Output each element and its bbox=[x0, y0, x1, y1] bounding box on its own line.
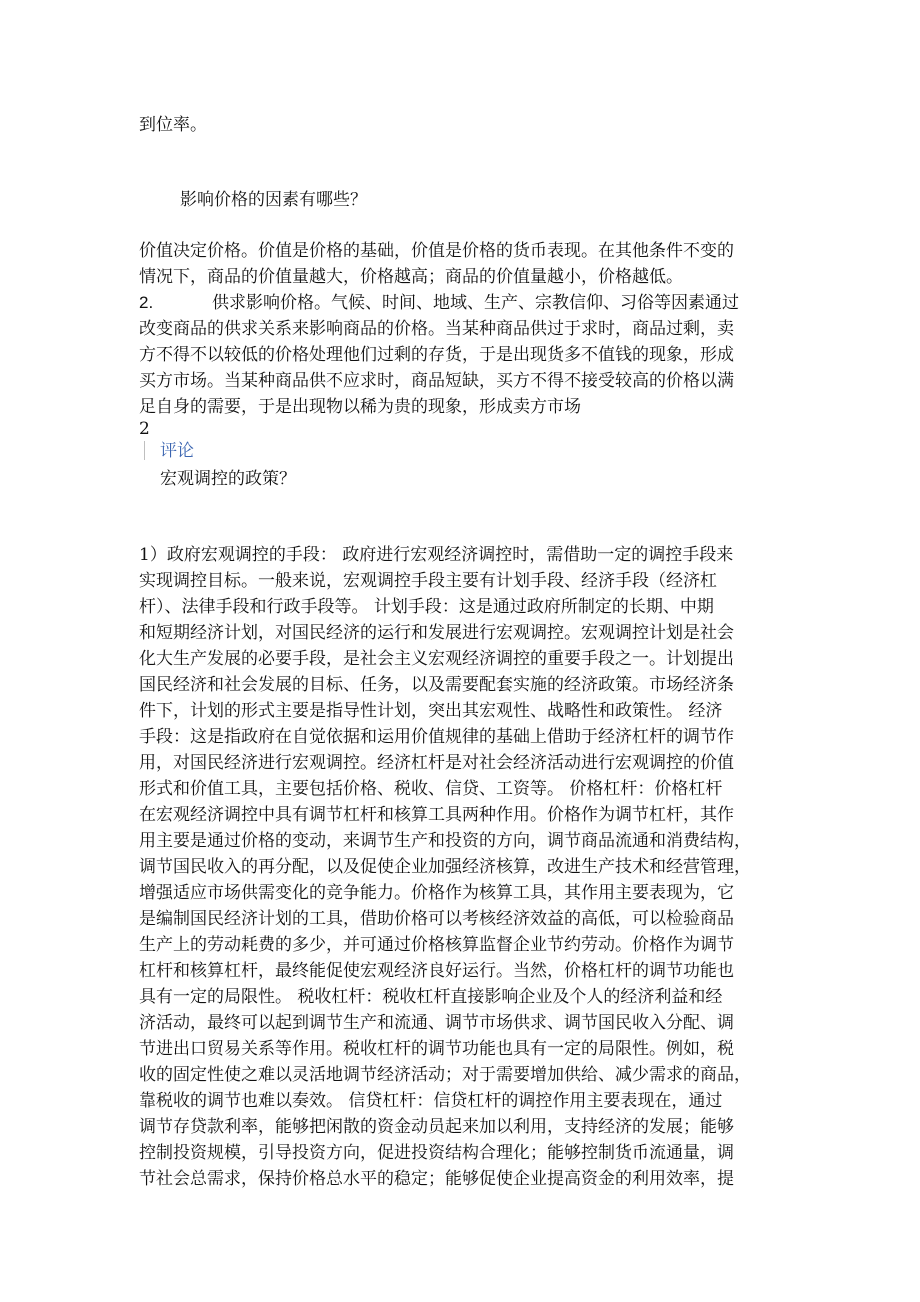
answer2-line: 节进出口贸易关系等作用。税收杠杆的调节功能也具有一定的局限性。例如，税 bbox=[139, 1039, 734, 1059]
answer2-line: 控制投资规模，引导投资方向，促进投资结构合理化；能够控制货币流通量，调 bbox=[139, 1143, 734, 1163]
item2-line: 足自身的需要，于是出现物以稀为贵的现象，形成卖方市场 bbox=[139, 397, 581, 417]
comment-count: 2 bbox=[139, 419, 150, 439]
answer2-line: 国民经济和社会发展的目标、任务，以及需要配套实施的经济政策。市场经济条 bbox=[139, 675, 734, 695]
intro-tail-text: 到位率。 bbox=[139, 115, 207, 135]
item2-line: 方不得不以较低的价格处理他们过剩的存货，于是出现货多不值钱的现象，形成 bbox=[139, 345, 734, 365]
answer2-line: 调节国民收入的再分配，以及促使企业加强经济核算，改进生产技术和经营管理， bbox=[139, 857, 751, 877]
item2-line: 买方市场。当某种商品供不应求时，商品短缺，买方不得不接受较高的价格以满 bbox=[139, 371, 734, 391]
question-heading-1: 影响价格的因素有哪些？ bbox=[180, 190, 367, 210]
comment-link[interactable]: 评论 bbox=[160, 441, 194, 461]
answer2-line: 调节存贷款利率，能够把闲散的资金动员起来加以利用，支持经济的发展；能够 bbox=[139, 1117, 734, 1137]
comment-divider bbox=[144, 441, 145, 460]
answer2-line: 件下，计划的形式主要是指导性计划，突出其宏观性、战略性和政策性。 经济 bbox=[139, 701, 723, 721]
answer2-line: 形式和价值工具，主要包括价格、税收、信贷、工资等。 价格杠杆：价格杠杆 bbox=[139, 779, 723, 799]
question-heading-2: 宏观调控的政策？ bbox=[160, 469, 296, 489]
answer2-line: 收的固定性使之难以灵活地调节经济活动；对于需要增加供给、减少需求的商品， bbox=[139, 1065, 751, 1085]
answer2-line: 在宏观经济调控中具有调节杠杆和核算工具两种作用。价格作为调节杠杆，其作 bbox=[139, 805, 734, 825]
answer2-line: 实现调控目标。一般来说，宏观调控手段主要有计划手段、经济手段（经济杠 bbox=[139, 571, 717, 591]
answer1-line: 价值决定价格。价值是价格的基础，价值是价格的货币表现。在其他条件不变的 bbox=[139, 241, 734, 261]
answer1-line: 情况下，商品的价值量越大，价格越高；商品的价值量越小，价格越低。 bbox=[139, 267, 683, 287]
answer2-line: 杠杆和核算杠杆，最终能促使宏观经济良好运行。当然，价格杠杆的调节功能也 bbox=[139, 961, 734, 981]
answer2-line: 节社会总需求，保持价格总水平的稳定；能够促使企业提高资金的利用效率，提 bbox=[139, 1169, 734, 1189]
answer2-line: 济活动，最终可以起到调节生产和流通、调节市场供求、调节国民收入分配、调 bbox=[139, 1013, 734, 1033]
answer2-line: 手段：这是指政府在自觉依据和运用价值规律的基础上借助于经济杠杆的调节作 bbox=[139, 727, 734, 747]
answer2-line: 增强适应市场供需变化的竞争能力。价格作为核算工具，其作用主要表现为，它 bbox=[139, 883, 734, 903]
answer2-line: 1）政府宏观调控的手段： 政府进行宏观经济调控时，需借助一定的调控手段来 bbox=[139, 545, 734, 565]
answer2-line: 杆）、法律手段和行政手段等。 计划手段：这是通过政府所制定的长期、中期 bbox=[139, 597, 714, 617]
answer2-line: 是编制国民经济计划的工具，借助价格可以考核经济效益的高低，可以检验商品 bbox=[139, 909, 734, 929]
answer2-line: 具有一定的局限性。 税收杠杆：税收杠杆直接影响企业及个人的经济利益和经 bbox=[139, 987, 723, 1007]
answer2-line: 和短期经济计划，对国民经济的运行和发展进行宏观调控。宏观调控计划是社会 bbox=[139, 623, 734, 643]
item2-line: 改变商品的供求关系来影响商品的价格。当某种商品供过于求时，商品过剩，卖 bbox=[139, 319, 734, 339]
item-number: 2. bbox=[139, 293, 154, 312]
answer2-line: 生产上的劳动耗费的多少，并可通过价格核算监督企业节约劳动。价格作为调节 bbox=[139, 935, 734, 955]
answer2-line: 靠税收的调节也难以奏效。 信贷杠杆：信贷杠杆的调控作用主要表现在，通过 bbox=[139, 1091, 723, 1111]
answer2-line: 用主要是通过价格的变动，来调节生产和投资的方向，调节商品流通和消费结构， bbox=[139, 831, 751, 851]
item2-line: 供求影响价格。气候、时间、地域、生产、宗教信仰、习俗等因素通过 bbox=[212, 293, 739, 313]
answer2-line: 化大生产发展的必要手段，是社会主义宏观经济调控的重要手段之一。计划提出 bbox=[139, 649, 734, 669]
answer2-line: 用，对国民经济进行宏观调控。经济杠杆是对社会经济活动进行宏观调控的价值 bbox=[139, 753, 734, 773]
